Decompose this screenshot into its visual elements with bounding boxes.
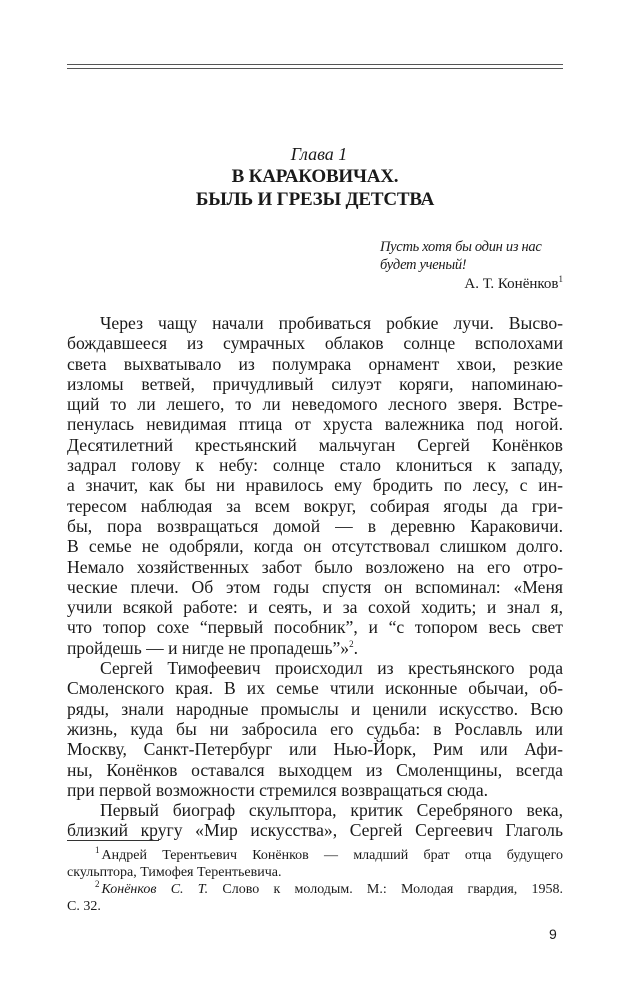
text-line: при первой возможности стремился возвращаться сюда. xyxy=(67,779,489,800)
epigraph-author xyxy=(380,275,563,293)
text-line: света выхватывало из полумрака орнамент хвои, резкие xyxy=(67,353,563,374)
text-line: Первый биограф скульптора, критик Серебряного века, xyxy=(100,800,563,821)
text-line: В семье не одобряли, когда он отсутствовал слишком долго. xyxy=(67,536,563,557)
text-line: ческие плечи. Об этом годы спустя он вспоминал: «Меня xyxy=(67,576,563,597)
chapter-title-line-1: В КАРАКОВИЧАХ. xyxy=(231,166,399,187)
footnote-ref-2[interactable]: 2 xyxy=(349,638,354,649)
footnote-1-cont: скульптора, Тимофея Терентьевича. xyxy=(67,865,282,880)
text-line: пенулась невидимая птица от хруста валежника под ногой. xyxy=(67,414,563,435)
footnote-author: Конёнков С. Т. xyxy=(101,882,209,897)
footnote-separator xyxy=(67,840,159,841)
text-line: ны, Конёнков оставался выходцем из Смоленщины, всегда xyxy=(67,759,563,780)
text-line: а значит, как бы ни нравилось ему бродить по лесу, с ин- xyxy=(67,475,563,496)
epigraph xyxy=(380,238,563,293)
page-number: 9 xyxy=(549,926,557,942)
text-line-with-note: пройдешь — и нигде не пропадешь”»$^2$. xyxy=(67,637,358,658)
text-line: Москву, Санкт-Петербург или Нью-Йорк, Рим или Афи- xyxy=(67,739,563,760)
footnote-mark: 1 xyxy=(95,845,100,856)
header-rule-bottom xyxy=(67,68,563,69)
footnote-1 xyxy=(67,847,563,864)
text-line: жизнь, куда бы ни забросила его судьба: в Рославль или xyxy=(67,718,563,739)
text-line: пройдешь — и нигде не пропадешь”» xyxy=(67,637,350,658)
text-line: близкий кругу «Мир искусства», Сергей Сергеевич Глаголь xyxy=(67,820,563,841)
footnote-2-cont: С. 32. xyxy=(67,899,101,914)
text-line: тересом наблюдая за всем вокруг, собирая ягоды да гри- xyxy=(67,495,563,516)
epigraph-line-2: будет ученый! xyxy=(380,257,467,273)
text-line: ряды, знали народные промыслы и ценили искусство. Всю xyxy=(67,698,563,719)
footnotes xyxy=(67,847,563,915)
footnote-2 xyxy=(67,881,563,898)
footnote-text: Андрей Терентьевич Конёнков — младший брат отца будущего xyxy=(101,848,563,863)
text-line: учили всякой работе: и сеять, и за сохой ходить; и знал я, xyxy=(67,597,563,618)
footnote-mark: 2 xyxy=(95,879,100,890)
text-line: бождавшееся из сумрачных облаков солнце всполохами xyxy=(67,333,563,354)
epigraph-line-1: Пусть хотя бы один из нас xyxy=(380,239,542,255)
text-line: Десятилетний крестьянский мальчуган Сергей Конёнков xyxy=(67,434,563,455)
text-line: Немало хозяйственных забот было возложено на его отро- xyxy=(67,556,563,577)
footnote-text: Слово к молодым. М.: Молодая гвардия, 1958. xyxy=(208,882,564,897)
text-line: Смоленского края. В их семье чтили исконные обычаи, об- xyxy=(67,678,563,699)
text-line: Через чащу начали пробиваться робкие лучи. Высво- xyxy=(100,313,563,333)
header-rule-top xyxy=(67,64,563,65)
text-line: Сергей Тимофеевич происходил из крестьянского рода xyxy=(100,658,563,679)
text-line: изломы ветвей, причудливый силуэт коряги, напоминаю- xyxy=(67,373,563,394)
footnote-ref-1[interactable]: 1 xyxy=(558,274,563,284)
epigraph-author-name: А. Т. Конёнков xyxy=(464,276,559,292)
chapter-title-line-2: БЫЛЬ И ГРЕЗЫ ДЕТСТВА xyxy=(195,189,435,210)
text-line: что топор сохе “первый пособник”, и “с топором весь свет xyxy=(67,617,563,638)
body-text xyxy=(67,313,563,841)
text-line: бы, пора возвращаться домой — в деревню Караковичи. xyxy=(67,515,563,536)
chapter-number: Глава 1 xyxy=(290,144,348,164)
text-line: задрал голову к небу: солнце стало клониться к западу, xyxy=(67,455,563,476)
chapter-heading xyxy=(67,143,563,211)
text-line: щий то ли лешего, то ли неведомого лесного зверя. Встре- xyxy=(67,394,563,415)
